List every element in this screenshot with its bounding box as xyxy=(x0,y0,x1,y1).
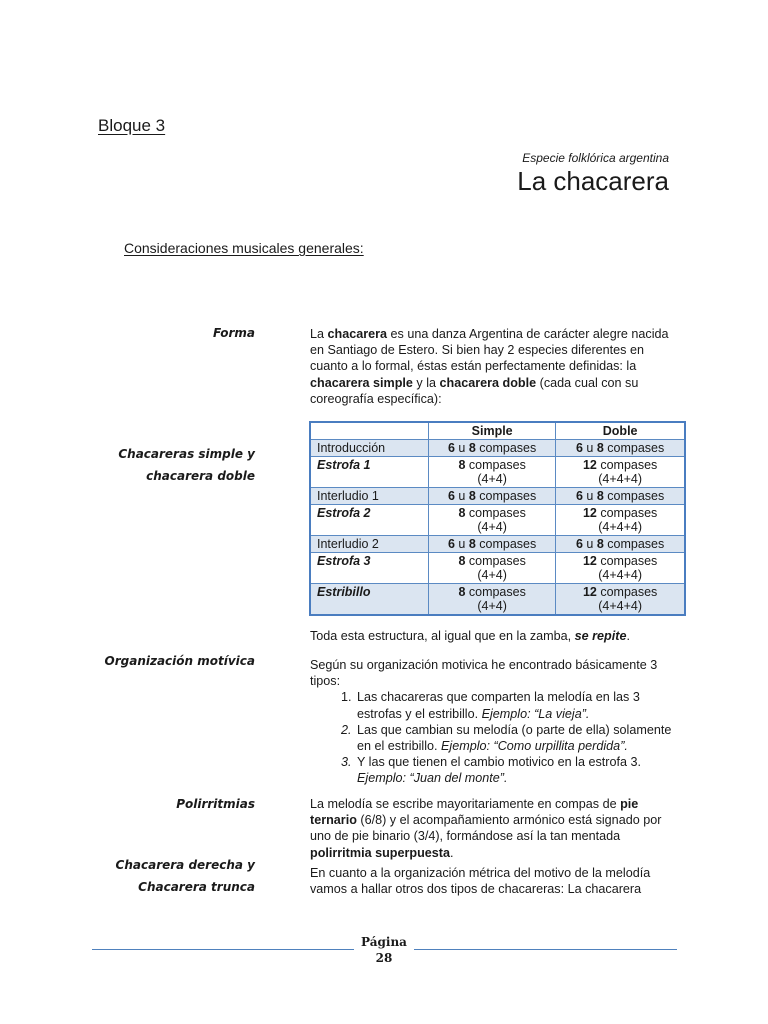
page-title: La chacarera xyxy=(517,166,669,196)
organizacion-section xyxy=(310,657,680,787)
table-cell: 6 u 8 compases xyxy=(429,488,556,505)
sidebar-label-line: Chacareras simple y xyxy=(118,447,255,461)
derecha-paragraph: En cuanto a la organización métrica del motivo de la melodía vamos a hallar otros dos tipos de chacareras: La chacarera xyxy=(310,866,651,897)
row-label: Estrofa 3 xyxy=(310,553,429,584)
table-cell: 12 compases (4+4+4) xyxy=(556,457,685,488)
block-title: Bloque 3 xyxy=(98,116,166,135)
row-label: Estribillo xyxy=(310,584,429,616)
table-cell: 8 compases (4+4) xyxy=(429,457,556,488)
row-label: Interludio 1 xyxy=(310,488,429,505)
row-label: Estrofa 1 xyxy=(310,457,429,488)
table-cell: 6 u 8 compases xyxy=(556,488,685,505)
structure-table xyxy=(309,421,686,616)
table-header-row xyxy=(310,422,685,440)
page-number-value: 28 xyxy=(375,951,393,965)
footer-rule-left xyxy=(92,949,354,950)
table-row xyxy=(310,505,685,536)
section-heading: Consideraciones musicales generales: xyxy=(124,240,364,256)
table-row xyxy=(310,488,685,505)
list-item: 2. Las que cambian su melodía (o parte de ella) solamente en el estribillo. Ejemplo: “Como urpillita perdida”. xyxy=(355,722,680,754)
table-cell: 6 u 8 compases xyxy=(556,536,685,553)
table-header-cell xyxy=(310,422,429,440)
sidebar-label-line: Chacarera derecha y xyxy=(115,858,255,872)
list-item: 3. Y las que tienen el cambio motivico en la estrofa 3. Ejemplo: “Juan del monte”. xyxy=(355,754,680,786)
footer-rule-right xyxy=(414,949,677,950)
row-label: Introducción xyxy=(310,440,429,457)
table-cell: 8 compases (4+4) xyxy=(429,505,556,536)
table-header-cell: Simple xyxy=(429,422,556,440)
page-number xyxy=(355,934,413,966)
table-row xyxy=(310,440,685,457)
repite-paragraph: Toda esta estructura, al igual que en la zamba, se repite. xyxy=(310,629,630,643)
polirritmias-paragraph: La melodía se escribe mayoritariamente en compas de pie ternario (6/8) y el acompañamiento armónico está signado por uno de pie binario (3/4), formándose así la tan mentada polirritmia superpuesta. xyxy=(310,797,662,860)
table-cell: 12 compases (4+4+4) xyxy=(556,584,685,616)
table-cell: 12 compases (4+4+4) xyxy=(556,505,685,536)
table-cell: 6 u 8 compases xyxy=(556,440,685,457)
forma-paragraph: La chacarera es una danza Argentina de carácter alegre nacida en Santiago de Estero. Si bien hay 2 especies diferentes en cuanto a lo formal, éstas están perfectamente definidas: la chacarera simple y la chacarera doble (cada cual con su coreografía específica): xyxy=(310,327,669,406)
page-label: Página xyxy=(361,935,407,949)
table-row xyxy=(310,553,685,584)
table-row xyxy=(310,536,685,553)
table-row xyxy=(310,584,685,616)
organizacion-list xyxy=(310,689,680,786)
sidebar-label-polirritmias: Polirritmias xyxy=(176,797,255,811)
table-header-cell: Doble xyxy=(556,422,685,440)
sidebar-label-organizacion: Organización motívica xyxy=(104,654,255,668)
sidebar-label-line: chacarera doble xyxy=(146,469,255,483)
table-cell: 8 compases (4+4) xyxy=(429,553,556,584)
table-cell: 6 u 8 compases xyxy=(429,536,556,553)
row-label: Interludio 2 xyxy=(310,536,429,553)
sidebar-label-forma: Forma xyxy=(212,326,255,340)
table-row xyxy=(310,457,685,488)
row-label: Estrofa 2 xyxy=(310,505,429,536)
sidebar-label-derecha xyxy=(116,854,255,898)
organizacion-intro: Según su organización motivica he encontrado básicamente 3 tipos: xyxy=(310,658,658,689)
page-subtitle: Especie folklórica argentina xyxy=(522,151,669,165)
table-cell: 6 u 8 compases xyxy=(429,440,556,457)
list-item: 1. Las chacareras que comparten la melodía en las 3 estrofas y el estribillo. Ejemplo: “La vieja”. xyxy=(355,689,680,721)
table-cell: 12 compases (4+4+4) xyxy=(556,553,685,584)
sidebar-label-line: Chacarera trunca xyxy=(138,880,255,894)
sidebar-label-simple-doble xyxy=(118,443,255,487)
table-cell: 8 compases (4+4) xyxy=(429,584,556,616)
